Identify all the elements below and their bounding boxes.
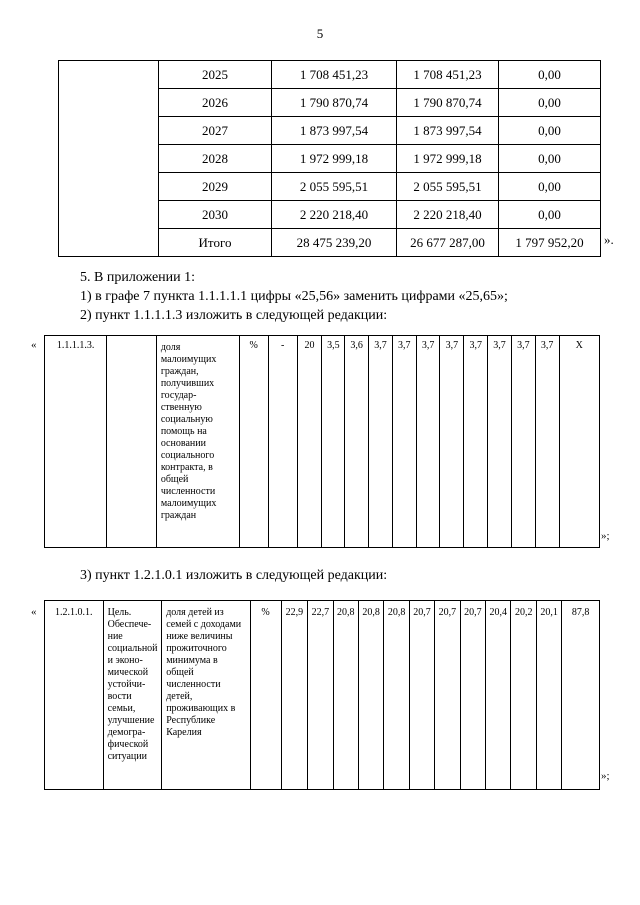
- amount-cell: 0,00: [499, 117, 601, 145]
- year-cell: 2027: [159, 117, 272, 145]
- table3-open-quote: «: [31, 606, 37, 618]
- amount-cell: 1 708 451,23: [397, 61, 499, 89]
- table-row: [59, 89, 601, 117]
- table-row: [59, 145, 601, 173]
- label-cell: [59, 117, 159, 145]
- page-number: 5: [316, 26, 324, 41]
- table-row: [59, 201, 601, 229]
- indicator-value: 3,5: [322, 336, 345, 548]
- amount-cell: 1 790 870,74: [397, 89, 499, 117]
- amount-cell: 2 055 595,51: [272, 173, 397, 201]
- indicator-value: 20,8: [384, 601, 409, 790]
- indicator-value: 20,7: [435, 601, 460, 790]
- amount-cell: 26 677 287,00: [397, 229, 499, 257]
- indicator-unit: %: [239, 336, 268, 548]
- label-cell: [59, 173, 159, 201]
- year-cell: 2029: [159, 173, 272, 201]
- indicator-unit: %: [250, 601, 281, 790]
- paragraph-item-3: 3) пункт 1.2.1.0.1 изложить в следующей редакции:: [80, 568, 388, 583]
- indicator-code: 1.2.1.0.1.: [45, 601, 104, 790]
- amount-cell: 1 708 451,23: [272, 61, 397, 89]
- paragraph-item-1: 1) в графе 7 пункта 1.1.1.1.1 цифры «25,56» заменить цифрами «25,65»;: [80, 289, 508, 304]
- indicator-value: 22,7: [308, 601, 333, 790]
- year-cell: Итого: [159, 229, 272, 257]
- indicator-value: 87,8: [562, 601, 600, 790]
- label-cell: [59, 89, 159, 117]
- indicator-value: 3,7: [464, 336, 488, 548]
- indicator-value: 20,1: [536, 601, 561, 790]
- amount-cell: 1 790 870,74: [272, 89, 397, 117]
- indicator-goal: Цель. Обеспече-ние социальной и эконо-мической устойчи-вости семьи, улучшение демогра-фической ситуации: [103, 601, 162, 790]
- indicator-value: 3,7: [392, 336, 416, 548]
- amount-cell: 0,00: [499, 201, 601, 229]
- label-cell: [59, 145, 159, 173]
- indicator-value: 3,6: [345, 336, 369, 548]
- indicator-goal: [107, 336, 157, 548]
- year-cell: 2028: [159, 145, 272, 173]
- indicator-value: 3,7: [511, 336, 535, 548]
- label-cell: [59, 229, 159, 257]
- indicator-value: 3,7: [488, 336, 512, 548]
- amount-cell: 1 873 997,54: [272, 117, 397, 145]
- amount-cell: 2 220 218,40: [272, 201, 397, 229]
- indicator-value: 20: [297, 336, 322, 548]
- indicator-table-1-1-1-1-3: [44, 335, 600, 548]
- indicator-table-1-2-1-0-1: [44, 600, 600, 790]
- indicator-value: 20,8: [358, 601, 383, 790]
- indicator-value: 20,7: [409, 601, 434, 790]
- table-row: [59, 173, 601, 201]
- finance-table: [58, 60, 601, 257]
- table2-open-quote: «: [31, 339, 37, 351]
- label-cell: [59, 201, 159, 229]
- amount-cell: 0,00: [499, 145, 601, 173]
- indicator-description: доля малоимущих граждан, получивших государ-ственную социальную помощь на основании социального контракта, в общей численности малоимущих граждан: [156, 336, 239, 548]
- table3-closing-quote: »;: [601, 770, 610, 782]
- label-cell: [59, 61, 159, 89]
- table-row: [59, 61, 601, 89]
- indicator-code: 1.1.1.1.3.: [45, 336, 107, 548]
- indicator-value: -: [268, 336, 297, 548]
- table2-closing-quote: »;: [601, 530, 610, 542]
- indicator-value: 20,8: [333, 601, 358, 790]
- year-cell: 2030: [159, 201, 272, 229]
- indicator-value: 3,7: [535, 336, 559, 548]
- table1-closing-quote: ».: [604, 232, 614, 247]
- paragraph-item-2: 2) пункт 1.1.1.1.3 изложить в следующей редакции:: [80, 308, 388, 323]
- amount-cell: 2 055 595,51: [397, 173, 499, 201]
- amount-cell: 0,00: [499, 61, 601, 89]
- indicator-value: 20,2: [511, 601, 536, 790]
- amount-cell: 1 972 999,18: [397, 145, 499, 173]
- amount-cell: 1 797 952,20: [499, 229, 601, 257]
- year-cell: 2026: [159, 89, 272, 117]
- indicator-value: 3,7: [416, 336, 440, 548]
- indicator-value: 22,9: [281, 601, 308, 790]
- amount-cell: 1 873 997,54: [397, 117, 499, 145]
- indicator-value: 20,7: [460, 601, 485, 790]
- paragraph-appendix: 5. В приложении 1:: [80, 270, 196, 285]
- indicator-value: 3,7: [440, 336, 464, 548]
- amount-cell: 28 475 239,20: [272, 229, 397, 257]
- amount-cell: 0,00: [499, 173, 601, 201]
- indicator-value: 3,7: [369, 336, 393, 548]
- indicator-value: 20,4: [486, 601, 511, 790]
- indicator-description: доля детей из семей с доходами ниже величины прожиточного минимума в общей численности детей, проживающих в Республике Карелия: [162, 601, 250, 790]
- indicator-value: Х: [559, 336, 599, 548]
- amount-cell: 2 220 218,40: [397, 201, 499, 229]
- year-cell: 2025: [159, 61, 272, 89]
- amount-cell: 0,00: [499, 89, 601, 117]
- table-row: [59, 117, 601, 145]
- amount-cell: 1 972 999,18: [272, 145, 397, 173]
- table-row: [59, 229, 601, 257]
